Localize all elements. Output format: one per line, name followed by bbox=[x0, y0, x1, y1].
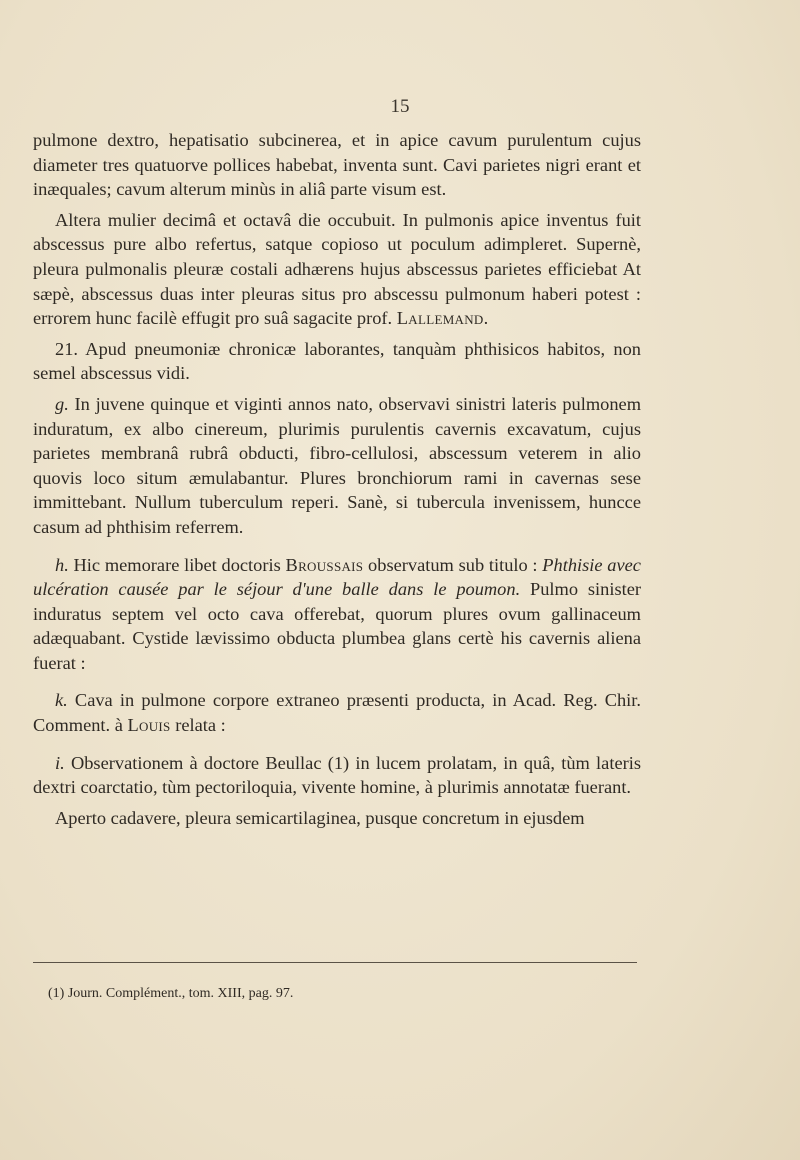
paragraph-continuation: pulmone dextro, hepatisatio subcinerea, et in apice cavum purulentum cujus diameter tres quatuorve pollices habebat, inventa sunt. Cavi parietes nigri erant et inæquales; cavum alterum minùs in aliâ parte visum est. bbox=[33, 130, 641, 200]
paragraph-i bbox=[33, 751, 641, 800]
paragraph-altera-mulier bbox=[33, 208, 641, 331]
paragraph-text: relata : bbox=[170, 715, 226, 736]
footnote-divider bbox=[33, 962, 637, 963]
paragraph-text: Altera mulier decimâ et octavâ die occubuit. In pulmonis apice inventus fuit abscessus pure albo refertus, satque copioso ut poculum adimpleret. Supernè, pleura pulmonalis pleuræ costali adhærens hujus abscessus parietes efficiebat At sæpè, abscessus duas inter pleuras situs pro abscessu pulmonum haberi potest : errorem hunc facilè effugit pro suâ sagacite prof. bbox=[33, 209, 641, 329]
paragraph-end: . bbox=[483, 308, 489, 329]
item-label-i: i. bbox=[55, 752, 65, 773]
author-name-louis: Louis bbox=[127, 715, 171, 736]
paragraph-text: Observationem à doctore Beullac (1) in lucem prolatam, in quâ, tùm lateris dextri coarctatio, tùm pectoriloquia, vivente homine, à plurimis annotatæ fuerant. bbox=[33, 752, 641, 798]
page-number: 15 bbox=[390, 96, 410, 117]
paragraph-g bbox=[33, 392, 641, 540]
paragraph-h bbox=[33, 553, 641, 676]
item-label-h: h. bbox=[55, 554, 69, 575]
footnote: (1) Journ. Complément., tom. XIII, pag. 97. bbox=[48, 986, 294, 1001]
item-label-g: g. bbox=[55, 393, 69, 414]
item-label-k: k. bbox=[55, 690, 68, 711]
body-text bbox=[33, 128, 641, 830]
paragraph-text: In juvene quinque et viginti annos nato, observavi sinistri lateris pulmonem induratum, ex albo cinereum, plurimis purulentis cavernis excavatum, cujus parietes membranâ rubrâ obducti, fibro-cellulosi, abscessum veterem in alio quovis loco situm æmulabantur. Plures bronchiorum rami in cavernas sese immittebant. Nullum tuberculum reperi. Sanè, si tubercula invenissem, huncce casum ad phthisim referrem. bbox=[33, 393, 641, 537]
paragraph-21: 21. Apud pneumoniæ chronicæ laborantes, tanquàm phthisicos habitos, non semel abscessus vidi. bbox=[33, 338, 641, 384]
author-name-broussais: Broussais bbox=[285, 554, 364, 575]
paragraph-text: Pulmo sinister induratus septem vel octo cava offerebat, quorum plures ovum gallinaceum adæquabant. Cystide lævissimo obducta plumbea glans certè his cavernis aliena fuerat : bbox=[33, 579, 641, 673]
paragraph-aperto-cadavere: Aperto cadavere, pleura semicartilaginea, pusque concretum in ejusdem bbox=[55, 807, 585, 828]
cited-title: Phthisie avec ulcération causée par le séjour d'une balle dans le poumon. bbox=[33, 554, 641, 600]
author-name-lallemand: Lallemand bbox=[396, 308, 484, 329]
paragraph-text: Hic memorare libet doctoris bbox=[68, 554, 281, 575]
paragraph-text: Cava in pulmone corpore extraneo præsenti producta, in Acad. Reg. Chir. Comment. à bbox=[33, 690, 641, 736]
paragraph-text: observatum sub titulo : bbox=[363, 554, 538, 575]
paragraph-k bbox=[33, 688, 641, 737]
